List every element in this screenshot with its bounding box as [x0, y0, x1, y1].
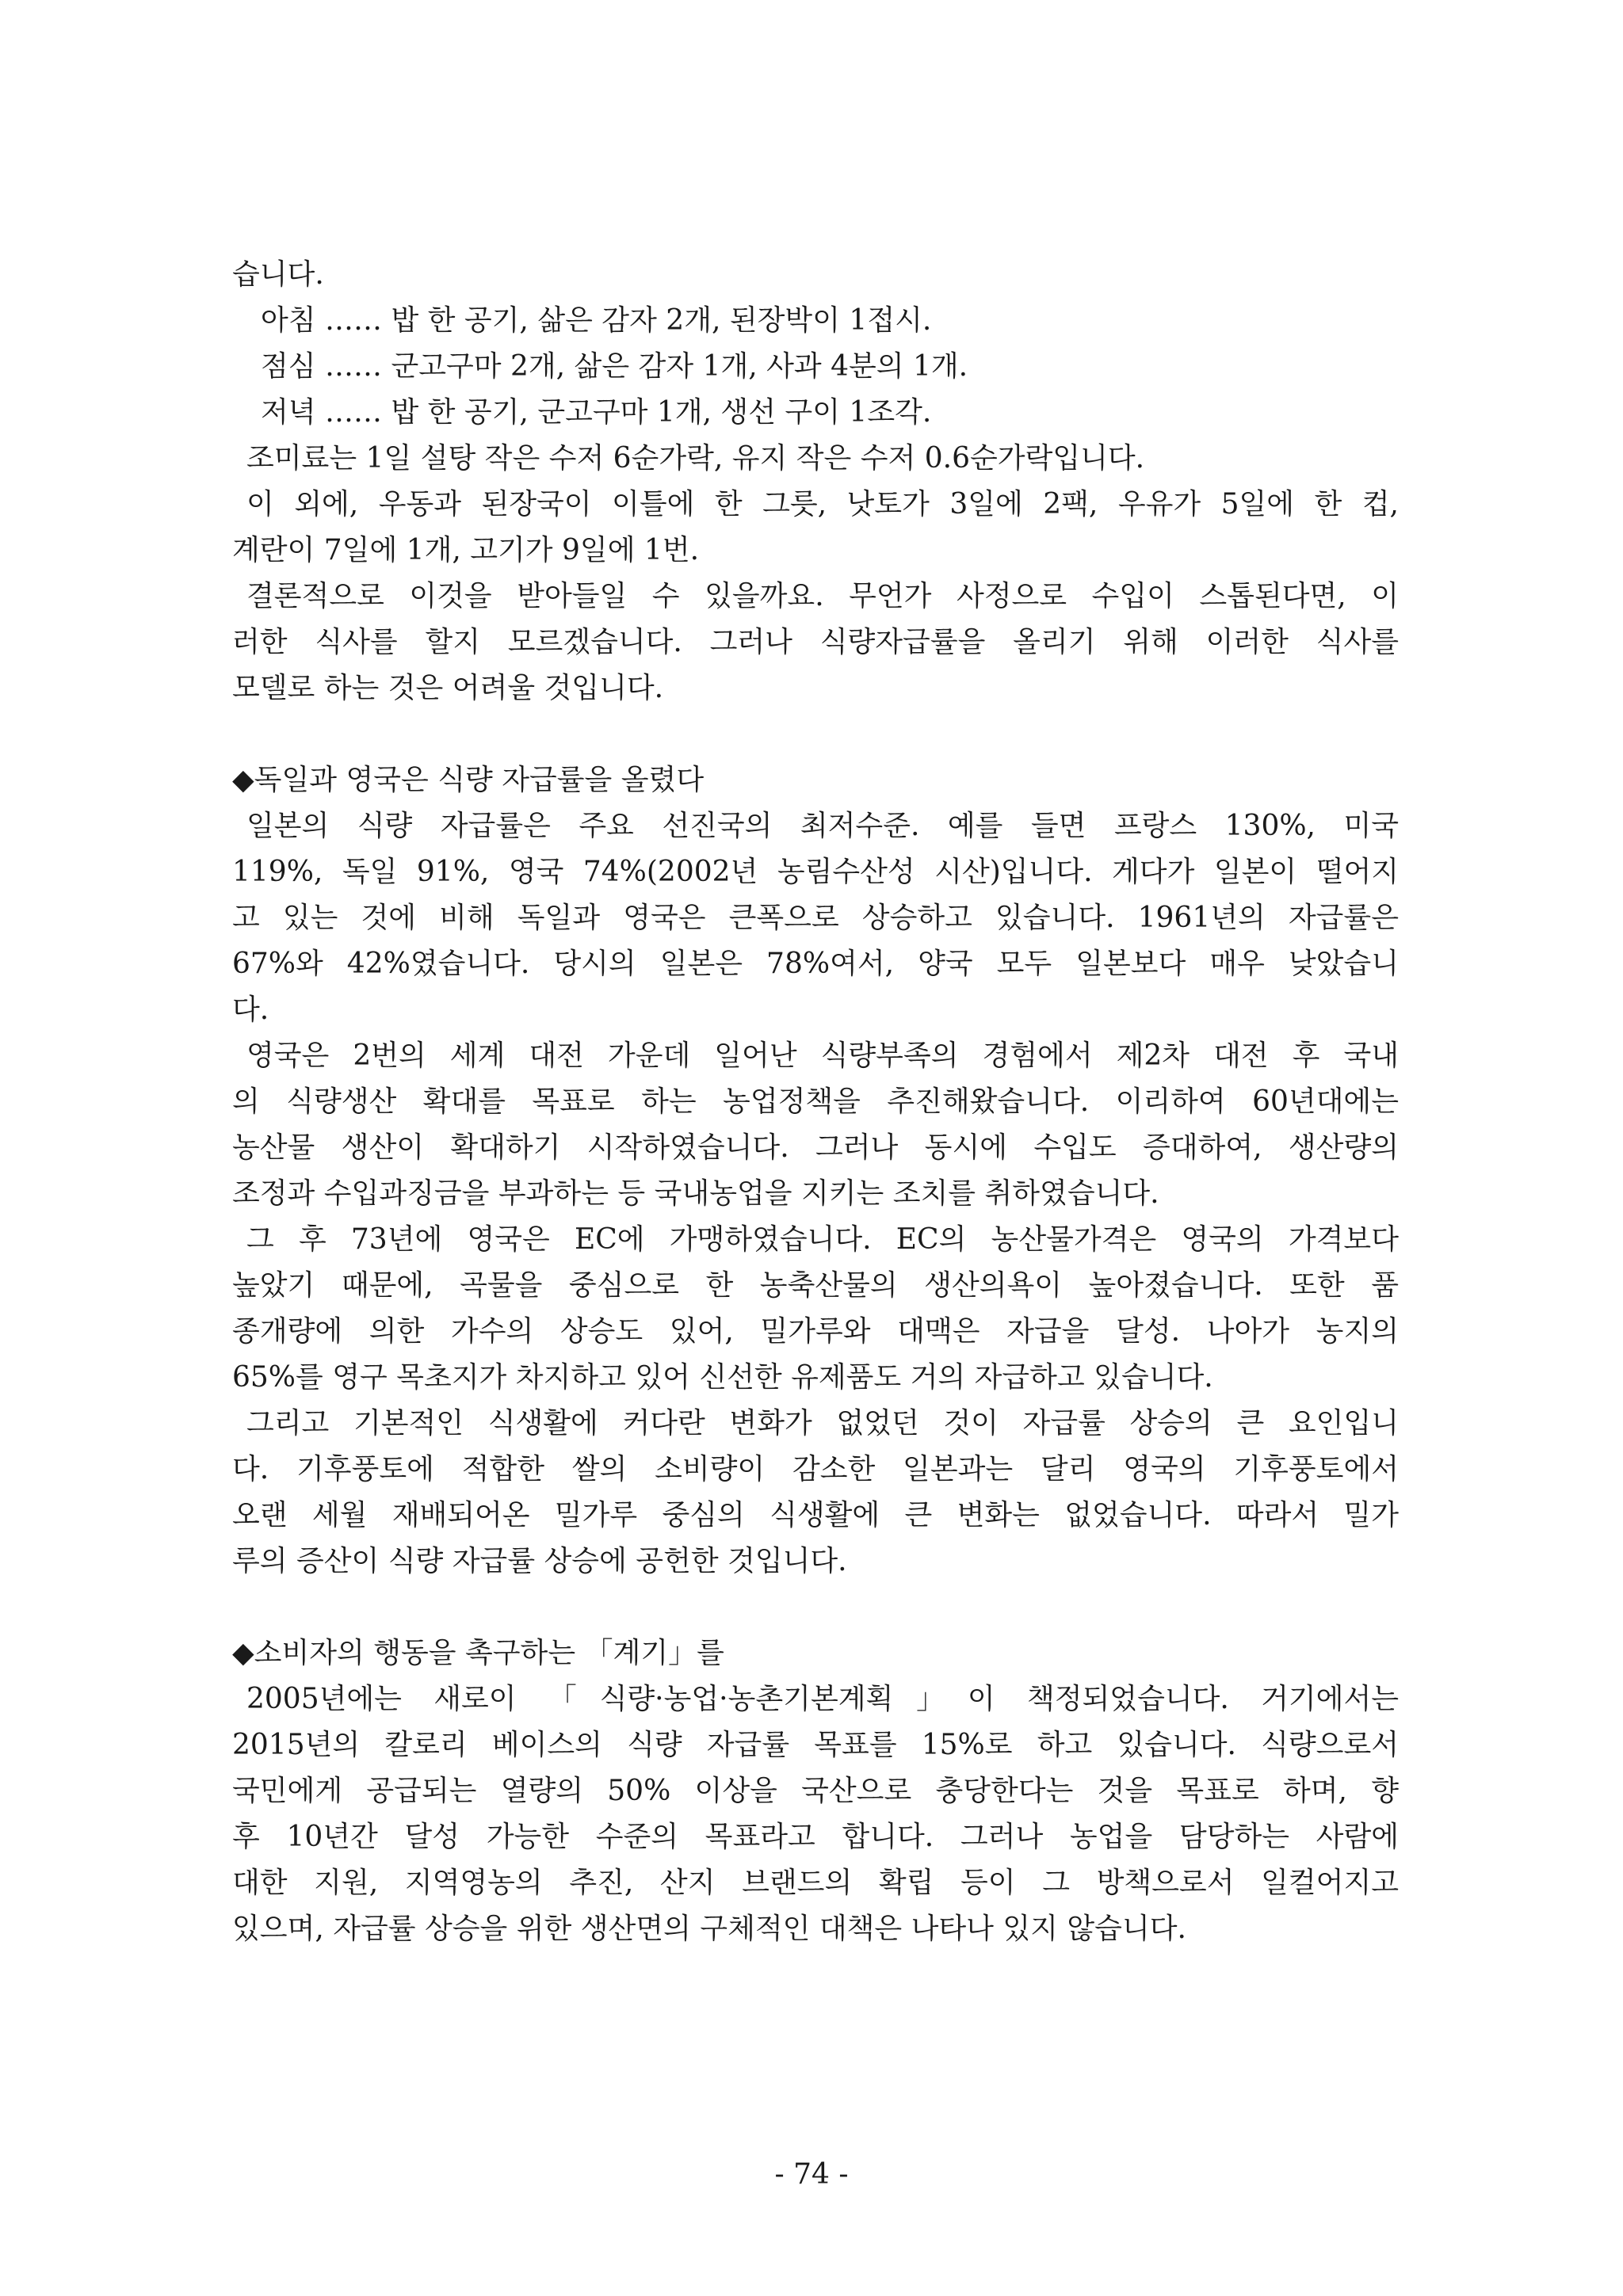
text-line: 습니다. [232, 258, 324, 291]
text-line: 농산물 생산이 확대하기 시작하였습니다. 그러나 동시에 수입도 증대하여, 생산량의 [232, 1131, 1399, 1164]
paragraph-gap [232, 1585, 1399, 1630]
text-line: 이 외에, 우동과 된장국이 이틀에 한 그릇, 낫토가 3일에 2팩, 우유가 5일에 한 컵, [246, 488, 1399, 521]
text-line: 조정과 수입과징금을 부과하는 등 국내농업을 지키는 조치를 취하였습니다. [232, 1177, 1159, 1210]
text-line: 국민에게 공급되는 열량의 50% 이상을 국산으로 충당한다는 것을 목표로 하며, 향 [232, 1775, 1399, 1807]
paragraph-gap [232, 711, 1399, 757]
text-line: 계란이 7일에 1개, 고기가 9일에 1번. [232, 534, 700, 566]
text-line: 루의 증산이 식량 자급률 상승에 공헌한 것입니다. [232, 1545, 847, 1577]
text-line: 다. 기후풍토에 적합한 쌀의 소비량이 감소한 일본과는 달리 영국의 기후풍토에서 [232, 1453, 1399, 1486]
text-line: 그 후 73년에 영국은 EC에 가맹하였습니다. EC의 농산물가격은 영국의 가격보다 [246, 1223, 1399, 1256]
text-line: 모델로 하는 것은 어려울 것입니다. [232, 672, 664, 704]
text-line: 119%, 독일 91%, 영국 74%(2002년 농림수산성 시산)입니다. 게다가 일본이 떨어지 [232, 856, 1399, 888]
text-line: 종개량에 의한 가수의 상승도 있어, 밀가루와 대맥은 자급을 달성. 나아가 농지의 [232, 1315, 1399, 1348]
text-line: 67%와 42%였습니다. 당시의 일본은 78%여서, 양국 모두 일본보다 매우 낮았습니 [232, 948, 1399, 980]
text-line: 일본의 식량 자급률은 주요 선진국의 최저수준. 예를 들면 프랑스 130%, 미국 [246, 810, 1399, 842]
text-line: 결론적으로 이것을 받아들일 수 있을까요. 무언가 사정으로 수입이 스톱된다면, 이 [246, 580, 1399, 612]
meal-dinner-line: 저녁 …… 밥 한 공기, 군고구마 1개, 생선 구이 1조각. [261, 396, 932, 429]
text-line: 오랜 세월 재배되어온 밀가루 중심의 식생활에 큰 변화는 없었습니다. 따라서 밀가 [232, 1499, 1399, 1531]
text-line: 대한 지원, 지역영농의 추진, 산지 브랜드의 확립 등이 그 방책으로서 일컬어지고 [232, 1867, 1399, 1899]
text-line: 의 식량생산 확대를 목표로 하는 농업정책을 추진해왔습니다. 이리하여 60년대에는 [232, 1085, 1399, 1118]
text-line: 있으며, 자급률 상승을 위한 생산면의 구체적인 대책은 나타나 있지 않습니다. [232, 1913, 1186, 1945]
text-line: 다. [232, 994, 269, 1026]
text-line: 높았기 때문에, 곡물을 중심으로 한 농축산물의 생산의욕이 높아졌습니다. 또한 품 [232, 1269, 1399, 1302]
text-line: 2005년에는 새로이 「식량·농업·농촌기본계획」이 책정되었습니다. 거기에서는 [246, 1683, 1399, 1715]
text-line: 2015년의 칼로리 베이스의 식량 자급률 목표를 15%로 하고 있습니다. 식량으로서 [232, 1729, 1399, 1761]
document-body [232, 252, 1399, 1952]
meal-breakfast-line: 아침 …… 밥 한 공기, 삶은 감자 2개, 된장박이 1접시. [261, 304, 932, 337]
text-line: 러한 식사를 할지 모르겠습니다. 그러나 식량자급률을 올리기 위해 이러한 식사를 [232, 626, 1399, 658]
text-line: 조미료는 1일 설탕 작은 수저 6순가락, 유지 작은 수저 0.6순가락입니다. [246, 442, 1145, 475]
text-line: 65%를 영구 목초지가 차지하고 있어 신선한 유제품도 거의 자급하고 있습니다. [232, 1361, 1213, 1394]
text-line: 영국은 2번의 세계 대전 가운데 일어난 식량부족의 경험에서 제2차 대전 후 국내 [246, 1039, 1399, 1072]
section-heading: ◆독일과 영국은 식량 자급률을 올렸다 [232, 764, 705, 796]
section-heading: ◆소비자의 행동을 촉구하는 「계기」를 [232, 1637, 724, 1669]
text-line: 고 있는 것에 비해 독일과 영국은 큰폭으로 상승하고 있습니다. 1961년의 자급률은 [232, 902, 1399, 934]
page-number: - 74 - [774, 2158, 849, 2191]
meal-lunch-line: 점심 …… 군고구마 2개, 삶은 감자 1개, 사과 4분의 1개. [261, 350, 968, 383]
text-line: 후 10년간 달성 가능한 수준의 목표라고 합니다. 그러나 농업을 담당하는 사람에 [232, 1821, 1399, 1853]
text-line: 그리고 기본적인 식생활에 커다란 변화가 없었던 것이 자급률 상승의 큰 요인입니 [246, 1407, 1399, 1440]
